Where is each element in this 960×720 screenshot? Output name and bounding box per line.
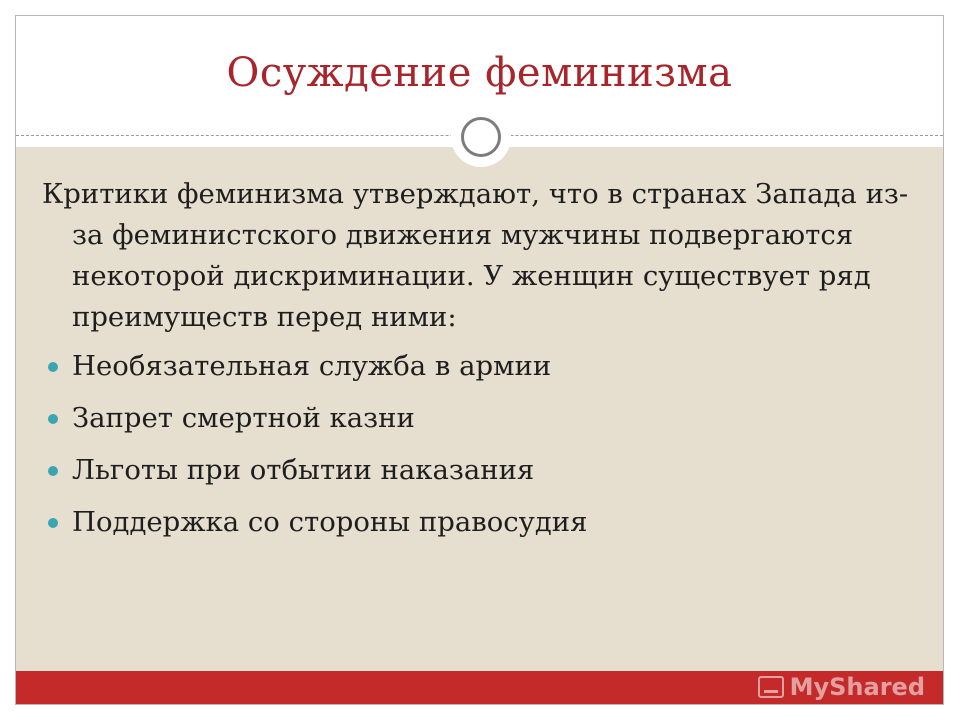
bullet-dot-icon [48,518,58,528]
watermark-logo [758,672,925,702]
bullet-dot-icon [48,466,58,476]
intro-paragraph: Критики феминизма утверждают, что в странах Запада из-за феминистского движения мужчины подвергаются некоторой дискриминации. У женщин существует ряд преимуществ перед ними: [42,178,909,333]
slide-title: Осуждение феминизма [226,50,733,96]
slide-frame [15,15,944,705]
list-item [42,450,922,491]
list-item [42,398,922,439]
list-item-text: Льготы при отбытии наказания [72,454,535,486]
list-item-text: Запрет смертной казни [72,402,415,434]
bullet-dot-icon [48,362,58,372]
presentation-icon [758,676,784,698]
list-item [42,502,922,543]
bullet-dot-icon [48,414,58,424]
list-item-text: Поддержка со стороны правосудия [72,506,588,538]
ring-icon [461,117,501,157]
circle-ornament-icon [451,107,511,167]
bullet-list [42,346,922,543]
slide-body [42,174,922,554]
list-item-text: Необязательная служба в армии [72,350,552,382]
list-item [42,346,922,387]
watermark-text: MyShared [789,673,925,701]
